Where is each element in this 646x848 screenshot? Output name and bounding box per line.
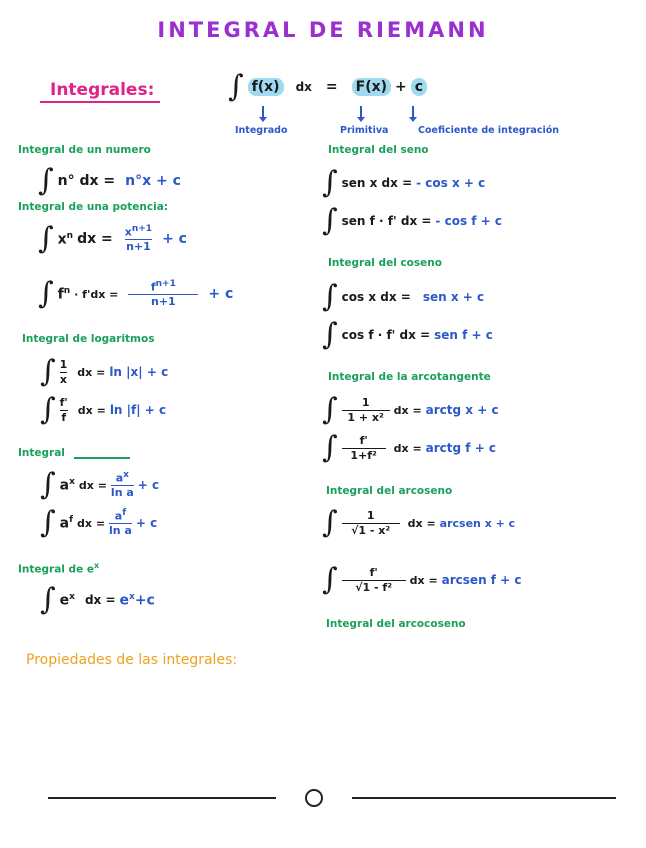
formula-fraction — [342, 510, 400, 536]
fraction-den: √1 - f² — [355, 580, 393, 594]
circle-icon — [305, 789, 323, 807]
formula-seno-1 — [322, 165, 486, 200]
formula-fraction — [109, 509, 132, 537]
fraction-num: a — [115, 471, 124, 485]
formula-dx: dx = — [77, 516, 106, 530]
fraction-num: 1 — [366, 508, 375, 522]
integrand-highlight: f(x) — [248, 78, 284, 96]
integrand-annotation: Integrado — [235, 125, 288, 136]
formula-base: e — [59, 592, 70, 609]
integral-sign: ∫ — [40, 582, 56, 617]
formula-rhs: sen f + c — [434, 328, 493, 342]
fraction-num-exp: n+1 — [131, 224, 153, 235]
formula-rhs: - cos x + c — [416, 176, 486, 190]
formula-arcsen-2 — [322, 562, 522, 597]
section-title-seno: Integral del seno — [328, 144, 429, 156]
formula-seno-2 — [322, 203, 503, 238]
properties-title: Propiedades de las integrales: — [26, 652, 238, 668]
formula-dx: dx = — [77, 231, 113, 247]
formula-rhs: arcsen x + c — [439, 516, 516, 530]
constant-annotation: Coeficiente de integración — [418, 125, 559, 136]
blank-underline — [74, 457, 130, 459]
integral-sign: ∫ — [40, 467, 56, 502]
formula-tail: + c — [137, 478, 160, 492]
main-dx: dx — [295, 80, 312, 94]
formula-rhs: - cos f + c — [435, 214, 503, 228]
integral-sign: ∫ — [322, 562, 338, 597]
formula-fraction — [342, 567, 406, 593]
primitive-highlight: F(x) — [352, 78, 391, 96]
formula-base: f — [57, 286, 64, 303]
section-title-potencia: Integral de una potencia: — [18, 201, 168, 213]
fraction-den: f — [61, 410, 67, 424]
formula-dx: dx = — [393, 441, 422, 455]
formula-fraction — [342, 397, 390, 423]
formula-fraction — [128, 280, 198, 308]
formula-exp-1 — [40, 467, 160, 502]
main-formula — [228, 69, 427, 104]
main-plus: + — [395, 79, 407, 95]
fraction-num-exp: f — [122, 508, 127, 519]
formula-arctg-2 — [322, 430, 497, 465]
formula-base: x — [57, 231, 67, 248]
integral-sign: ∫ — [40, 392, 56, 427]
fraction-num-exp: n+1 — [155, 279, 176, 290]
fraction-den: n+1 — [126, 240, 151, 254]
fraction-num: a — [114, 509, 123, 523]
formula-dx: dx = — [78, 478, 107, 492]
integral-sign: ∫ — [38, 163, 54, 198]
footer-line-left — [48, 797, 276, 799]
formula-fraction — [342, 435, 386, 461]
formula-exp: n — [66, 230, 74, 241]
formula-coseno-2 — [322, 317, 493, 352]
formula-dx: dx = — [84, 593, 116, 607]
section-title-e-text: Integral de e — [18, 563, 94, 576]
formula-coseno-1 — [322, 279, 485, 314]
integrales-underline — [40, 101, 160, 103]
fraction-num: f' — [359, 433, 368, 447]
formula-rhs: n°x + c — [125, 173, 181, 189]
fraction-den: 1+f² — [350, 448, 377, 462]
formula-exp: x — [69, 476, 75, 487]
formula-rhs: ln |x| + c — [109, 365, 169, 379]
section-title-coseno: Integral del coseno — [328, 257, 442, 269]
fraction-den: 1 + x² — [347, 410, 384, 424]
fraction-den: ln a — [109, 524, 132, 538]
integral-sign: ∫ — [40, 505, 56, 540]
integral-sign: ∫ — [322, 430, 338, 465]
section-title-exponencial: Integral — [18, 447, 65, 459]
integral-sign: ∫ — [40, 354, 56, 389]
formula-rhs: arcsen f + c — [441, 573, 522, 587]
formula-numero — [38, 163, 181, 198]
fraction-den: x — [59, 372, 68, 386]
formula-dx: dx = — [407, 516, 436, 530]
section-title-arcoseno: Integral del arcoseno — [326, 485, 453, 497]
formula-rhs: e — [119, 592, 130, 609]
fraction-num-exp: x — [123, 470, 129, 481]
formula-exp-2 — [40, 505, 158, 540]
fraction-num: 1 — [59, 357, 68, 371]
formula-lhs: sen f · f' dx = — [341, 214, 432, 228]
formula-dot: · f'dx = — [74, 287, 119, 301]
formula-fraction — [60, 359, 68, 385]
integrand-arrow-icon — [262, 106, 264, 120]
section-title-arcotangente: Integral de la arcotangente — [328, 371, 491, 383]
formula-exp: x — [69, 591, 75, 602]
formula-exp: f — [69, 514, 74, 525]
formula-fraction — [60, 397, 68, 423]
integral-sign: ∫ — [322, 505, 338, 540]
formula-fraction — [125, 225, 152, 253]
integrales-label: Integrales: — [50, 80, 155, 100]
section-title-e-exp: x — [93, 561, 100, 570]
fraction-num: f — [150, 280, 156, 294]
formula-potencia-2 — [38, 276, 234, 311]
formula-tail: +c — [134, 592, 155, 609]
formula-arctg-1 — [322, 392, 499, 427]
formula-rhs: ln |f| + c — [109, 403, 167, 417]
fraction-num: x — [124, 225, 132, 239]
primitive-annotation: Primitiva — [340, 125, 389, 136]
formula-tail: + c — [135, 516, 158, 530]
fraction-den: √1 - x² — [351, 523, 391, 537]
formula-lhs: n° dx = — [57, 173, 116, 189]
section-title-e — [18, 561, 99, 576]
formula-tail: + c — [208, 286, 234, 302]
fraction-den: ln a — [110, 486, 134, 500]
formula-fraction — [111, 471, 134, 499]
formula-potencia-1 — [38, 221, 187, 256]
constant-arrow-icon — [412, 106, 414, 120]
formula-rhs-exp: x — [129, 591, 135, 602]
formula-rhs: arctg f + c — [425, 441, 497, 455]
formula-log-2 — [40, 392, 167, 427]
section-title-arcocoseno: Integral del arcocoseno — [326, 618, 466, 630]
integral-sign: ∫ — [228, 69, 244, 104]
section-title-logaritmos: Integral de logaritmos — [22, 333, 155, 345]
formula-lhs: cos f · f' dx = — [341, 328, 431, 342]
integral-sign: ∫ — [322, 279, 338, 314]
formula-log-1 — [40, 354, 169, 389]
formula-base: a — [59, 515, 70, 532]
primitive-arrow-icon — [360, 106, 362, 120]
formula-dx: dx = — [409, 573, 438, 587]
footer-line-right — [352, 797, 616, 799]
formula-lhs: cos x dx = — [341, 290, 411, 304]
integral-sign: ∫ — [322, 203, 338, 238]
section-title-numero: Integral de un numero — [18, 144, 151, 156]
formula-lhs: sen x dx = — [341, 176, 413, 190]
formula-dx: dx = — [77, 365, 106, 379]
integral-sign: ∫ — [322, 392, 338, 427]
fraction-num: f' — [59, 395, 68, 409]
constant-highlight: c — [411, 78, 427, 96]
main-eq: = — [325, 79, 338, 95]
formula-rhs: arctg x + c — [425, 403, 499, 417]
integral-sign: ∫ — [322, 165, 338, 200]
formula-e — [40, 582, 155, 617]
page-title: INTEGRAL DE RIEMANN — [157, 18, 489, 42]
fraction-den: n+1 — [150, 295, 176, 309]
integral-sign: ∫ — [38, 276, 54, 311]
integral-sign: ∫ — [322, 317, 338, 352]
formula-rhs: sen x + c — [422, 290, 485, 304]
formula-tail: + c — [162, 231, 187, 247]
formula-dx: dx = — [393, 403, 422, 417]
formula-base: a — [59, 477, 70, 494]
formula-arcsen-1 — [322, 505, 516, 540]
fraction-num: f' — [369, 565, 378, 579]
integral-sign: ∫ — [38, 221, 54, 256]
formula-exp: n — [63, 285, 71, 296]
formula-dx: dx = — [77, 403, 106, 417]
fraction-num: 1 — [361, 395, 370, 409]
